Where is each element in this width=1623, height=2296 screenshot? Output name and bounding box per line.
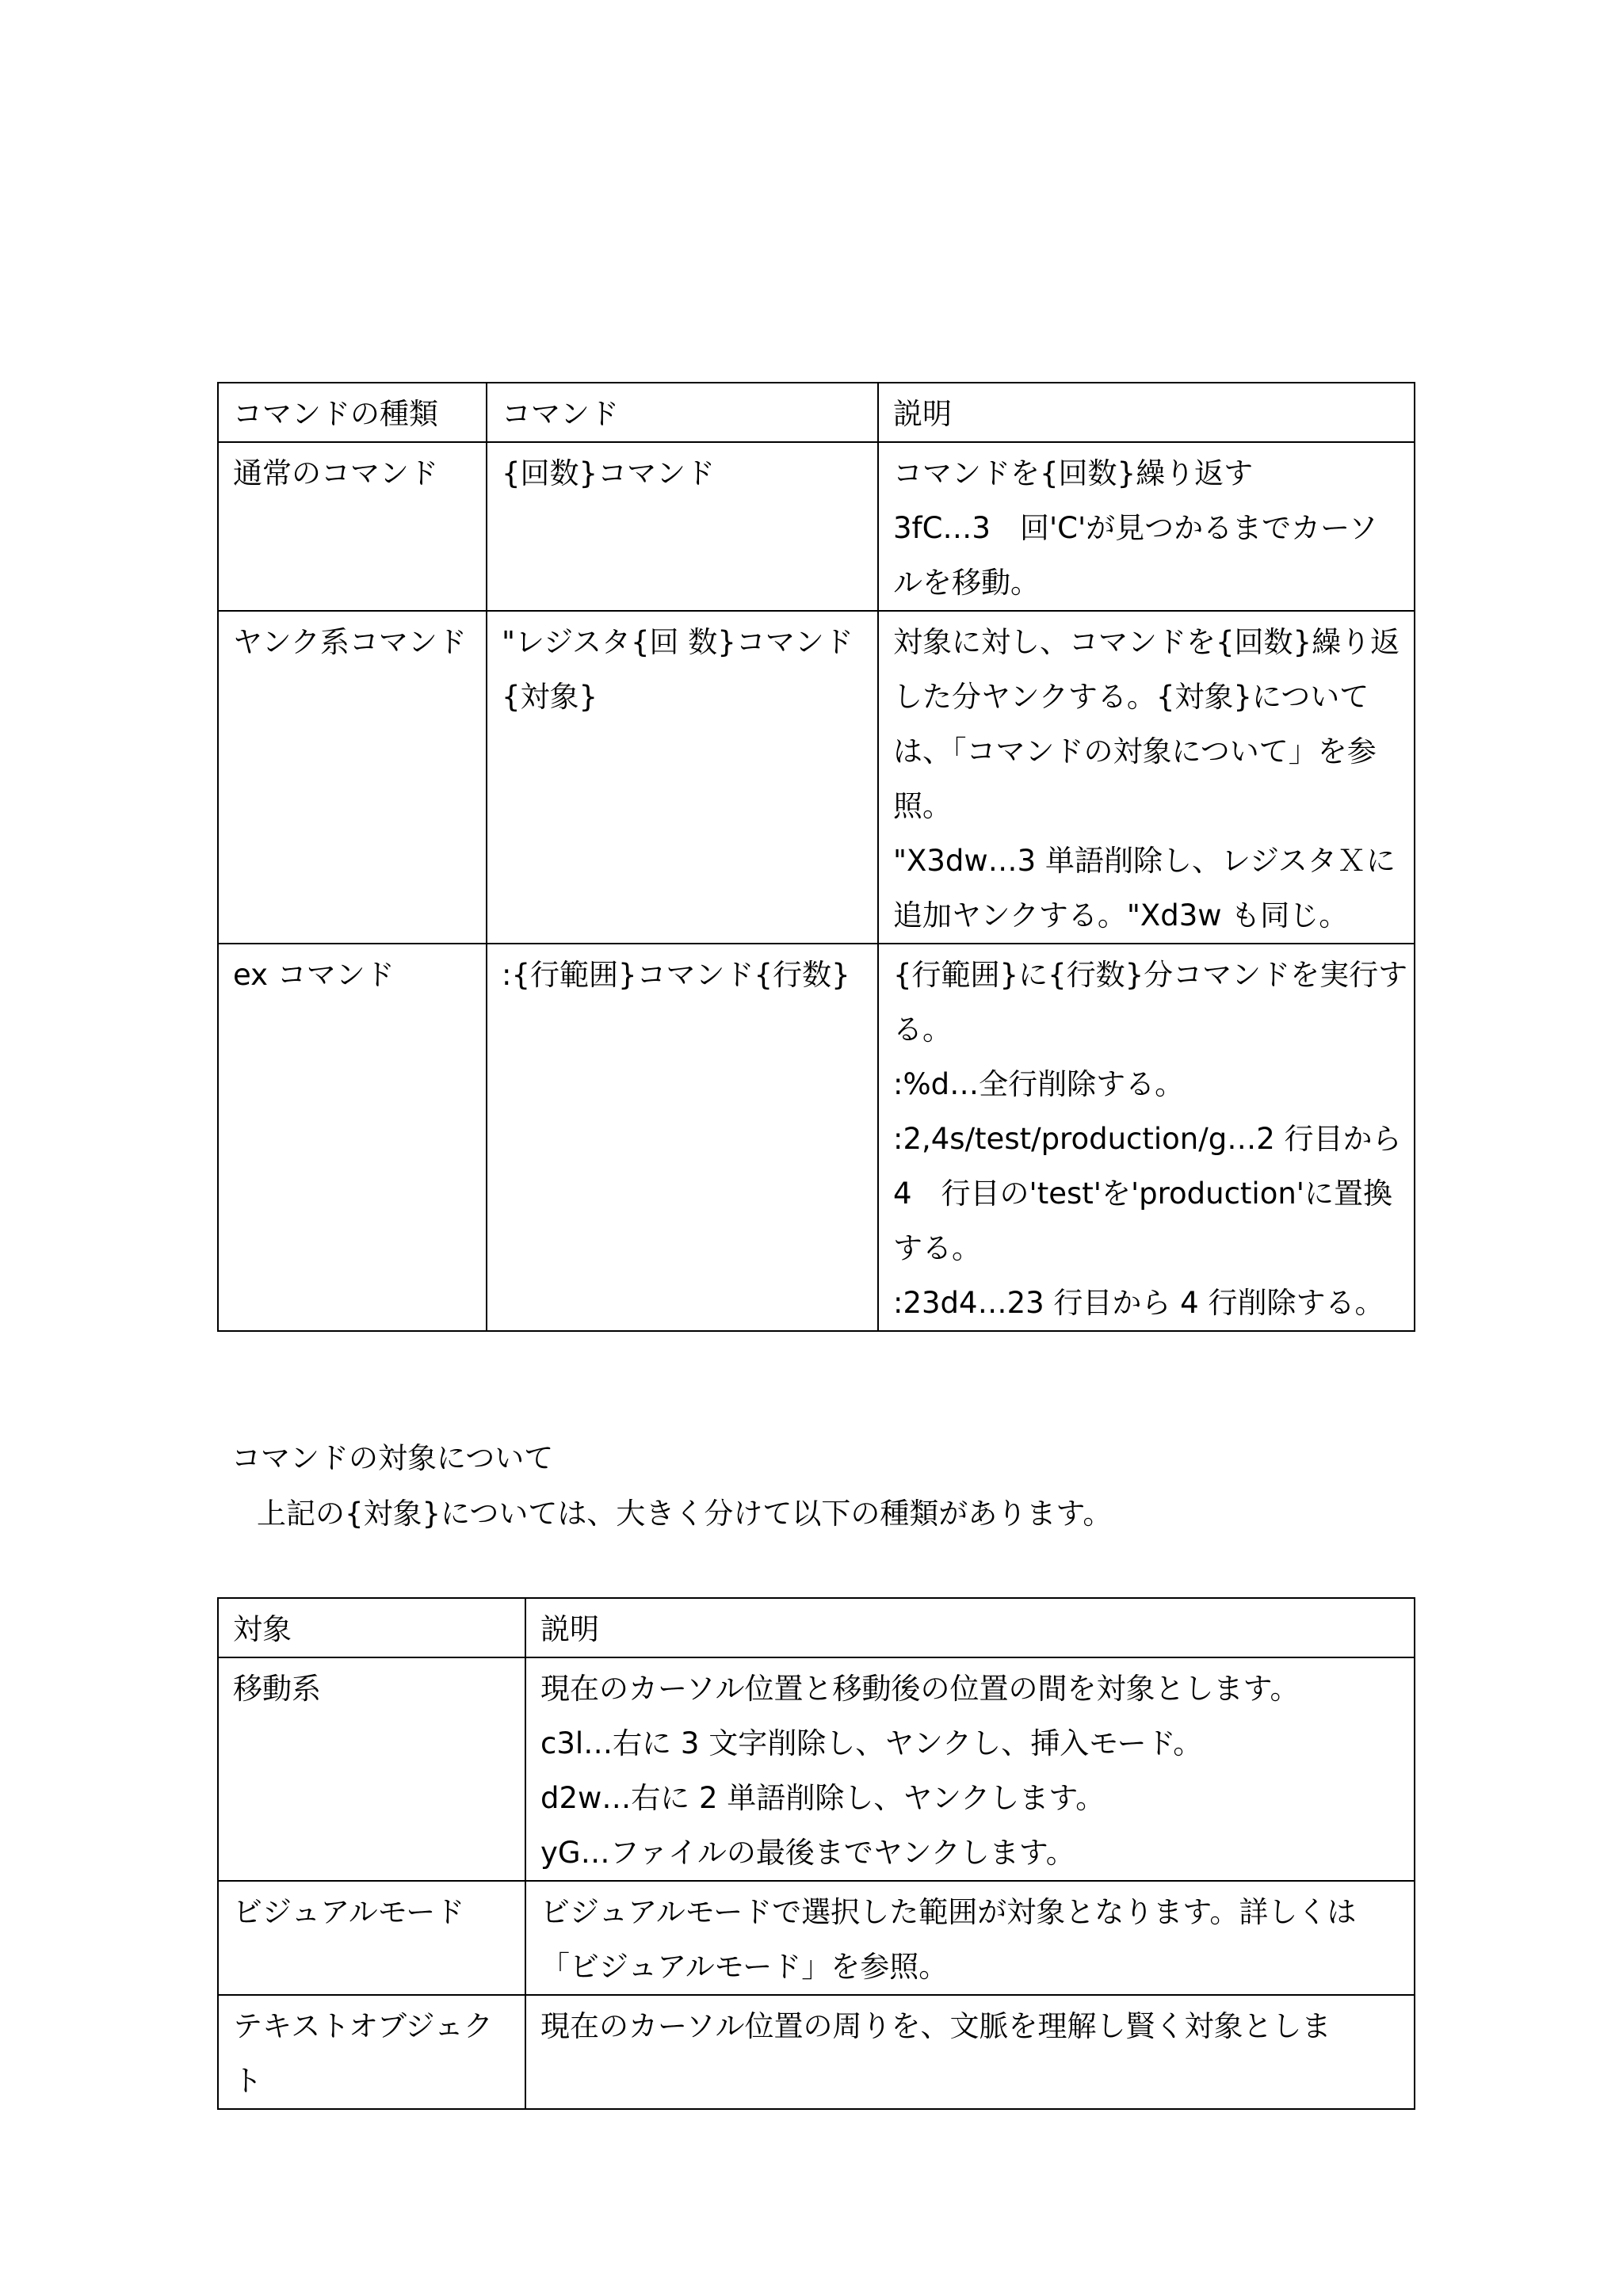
header-cell: 説明 [878,383,1415,442]
command-cell [487,611,878,944]
table-row [218,442,1415,611]
cell-line: "X3dw…3 単語削除し、レジスタＸに [893,844,1396,878]
command-table [217,382,1415,1332]
cell-line: 現在のカーソル位置の周りを、文脈を理解し賢く対象としま [540,2009,1331,2043]
header-cell: 対象 [218,1598,525,1657]
cell-line: c3l…右に 3 文字削除し、ヤンクし、挿入モード。 [540,1726,1203,1760]
cell-line: {行範囲}に{行数}分コマンドを実行す [893,958,1408,992]
cell-line: 4 行目の'test'を'production'に置換 [893,1177,1392,1211]
table-row [218,944,1415,1331]
target-cell: テキストオブジェクト [218,1995,525,2109]
desc-cell [878,944,1415,1331]
kind-cell: ヤンク系コマンド [218,611,487,944]
cell-line: する。 [893,1231,981,1265]
cell-line: 3fC…3 回'C'が見つかるまでカーソ [893,511,1378,545]
table-row [218,1881,1415,1995]
target-cell: 移動系 [218,1657,525,1881]
desc-cell [878,442,1415,611]
cell-line: :%d…全行削除する。 [893,1067,1185,1101]
target-table [217,1597,1415,2110]
cell-line: 対象に対し、コマンドを{回数}繰り返 [893,625,1400,659]
cell-line: yG…ファイルの最後までヤンクします。 [540,1836,1075,1870]
section-paragraph: 上記の{対象}については、大きく分けて以下の種類があります。 [257,1497,1113,1531]
cell-line: {回数}コマンド [502,456,716,490]
cell-line: "レジスタ{回 数}コマンド [502,625,854,659]
command-cell [487,442,878,611]
header-cell: 説明 [525,1598,1415,1657]
cell-line: :{行範囲}コマンド{行数} [502,958,850,992]
cell-line: 「ビジュアルモード」を参照。 [540,1950,949,1984]
cell-line: コマンドを{回数}繰り返す [893,456,1254,490]
cell-line: :23d4…23 行目から 4 行削除する。 [893,1286,1384,1320]
cell-line: は、「コマンドの対象について」を参 [893,734,1377,769]
section-heading: コマンドの対象について [231,1441,554,1475]
table-header-row [218,383,1415,442]
table-header-row [218,1598,1415,1657]
cell-line: ルを移動。 [893,566,1040,600]
table-row [218,1657,1415,1881]
table-row [218,611,1415,944]
cell-line: {対象} [502,680,598,714]
cell-line: :2,4s/test/production/g…2 行目から [893,1122,1402,1156]
desc-cell [525,1881,1415,1995]
header-cell: コマンド [487,383,878,442]
cell-line: 照。 [893,789,952,823]
kind-cell: ex コマンド [218,944,487,1331]
cell-line: 現在のカーソル位置と移動後の位置の間を対象とします。 [540,1672,1300,1706]
cell-line: ビジュアルモードで選択した範囲が対象となります。詳しくは [540,1895,1357,1929]
target-cell: ビジュアルモード [218,1881,525,1995]
command-cell [487,944,878,1331]
cell-line: d2w…右に 2 単語削除し、ヤンクします。 [540,1781,1106,1815]
cell-line: る。 [893,1013,952,1047]
header-cell: コマンドの種類 [218,383,487,442]
table-row [218,1995,1415,2109]
desc-cell [878,611,1415,944]
desc-cell [525,1995,1415,2109]
cell-line: 追加ヤンクする。"Xd3w も同じ。 [893,898,1349,933]
desc-cell [525,1657,1415,1881]
kind-cell: 通常のコマンド [218,442,487,611]
cell-line: した分ヤンクする。{対象}について [893,680,1369,714]
